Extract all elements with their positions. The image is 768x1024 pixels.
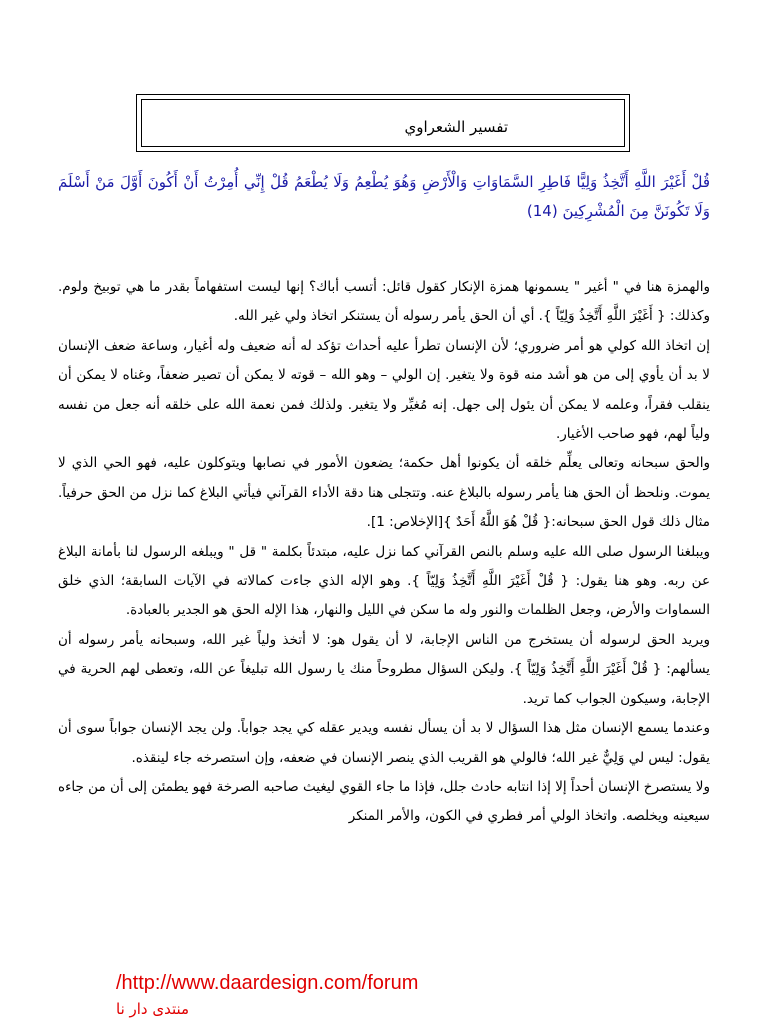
document-title: تفسير الشعراوي <box>404 118 508 136</box>
forum-link[interactable]: /http://www.daardesign.com/forum <box>116 972 419 994</box>
quran-verse: قُلْ أَغَيْرَ اللَّهِ أَتَّخِذُ وَلِيًّا فَاطِرِ السَّمَاوَاتِ وَالْأَرْضِ وَهُوَ يُطْعِمُ وَلَا يُطْعَمُ قُلْ إِنِّي أُمِرْتُ أَنْ أَكُونَ أَوَّلَ مَنْ أَسْلَمَ وَلَا تَكُونَنَّ مِنَ الْمُشْرِكِينَ (14) <box>58 173 710 220</box>
paragraph: والحق سبحانه وتعالى يعلِّم خلقه أن يكونوا أهل حكمة؛ يضعون الأمور في نصابها ويتوكلون عليه، فهو الحي الذي لا يموت. ونلحظ أن الحق هنا يأمر رسوله بالبلاغ عنه. وتتجلى هنا دقة الأداء القرآني فيأتي البلاغ كما نزل من الحق حرفياً. مثال ذلك قول الحق سبحانه:{ قُلْ هُوَ اللَّهُ أَحَدٌ }[الإخلاص: 1]. <box>58 455 710 531</box>
paragraph: ويريد الحق لرسوله أن يستخرج من الناس الإجابة، لا أن يقول هو: لا أتخذ ولياً غير الله، وسبحانه يأمر رسوله أن يسألهم: { قُلْ أَغَيْرَ اللَّهِ أَتَّخِذُ وَلِيّاً }. وليكن السؤال مطروحاً منك يا رسول الله تبليغاً عن الله، وتعطى لهم الحرية في الإجابة، وسيكون الجواب كما تريد. <box>58 631 710 707</box>
tafsir-body <box>58 273 710 832</box>
paragraph: ويبلغنا الرسول صلى الله عليه وسلم بالنص القرآني كما نزل عليه، مبتدئاً بكلمة " قل " ويبلغه الرسول لنا بأمانة البلاغ عن ربه. وهو هنا يقول: { قُلْ أَغَيْرَ اللَّهِ أَتَّخِذُ وَلِيّاً }. وهو الإله الذي جاءت كمالاته في الآيات السابقة؛ الذي خلق السماوات والأرض، وجعل الظلمات والنور وله ما سكن في الليل والنهار، هذا الإله الحق هو الجدير بالعبادة. <box>58 543 710 619</box>
paragraph: والهمزة هنا في " أغير " يسمونها همزة الإنكار كقول قائل: أتسب أباك؟ إنها ليست استفهاماً بقدر ما هي توبيخ ولوم. وكذلك: { أَغَيْرَ اللَّهِ أَتَّخِذُ وَلِيّاً }. أي أن الحق يأمر رسوله أن يستنكر اتخاذ ولي غير الله. <box>58 279 710 325</box>
paragraph: ولا يستصرخ الإنسان أحداً إلا إذا انتابه حادث جلل، فإذا ما جاء القوي ليغيث صاحبه الصرخة فهو يطمئن إلى أن من جاءه سيعينه ويخلصه. واتخاذ الولي أمر فطري في الكون، والأمر المنكر <box>58 778 710 825</box>
title-box-inner-border <box>141 99 625 147</box>
forum-name: منتدى دار نا <box>116 1000 190 1018</box>
footer <box>116 968 476 1020</box>
title-box <box>136 94 630 152</box>
paragraph: إن اتخاذ الله كولي هو أمر ضروري؛ لأن الإنسان تطرأ عليه أحداث تؤكد له أنه ضعيف وله أغيار، وساعة ضعف الإنسان لا بد أن يأوي إلى من هو أشد منه قوة ولا يتغير. إن الولي – وهو الله – قوته لا يمكن أن تصير ضعفاً، وغناه لا يمكن أن ينقلب فقراً، وعلمه لا يمكن أن يئول إلى جهل. إنه مُغيِّر ولا يتغير. ولذلك فمن نعمة الله على خلقه أنه جعل من نفسه ولياً لهم، فهو صاحب الأغيار. <box>58 337 710 443</box>
paragraph: وعندما يسمع الإنسان مثل هذا السؤال لا بد أن يسأل نفسه ويدير عقله كي يجد جواباً. ولن يجد الإنسان جواباً سوى أن يقول: ليس لي وَلِيٌّ غير الله؛ فالولي هو القريب الذي ينصر الإنسان في ضعفه، وإن استصرخه جاء لينقذه. <box>58 720 710 766</box>
